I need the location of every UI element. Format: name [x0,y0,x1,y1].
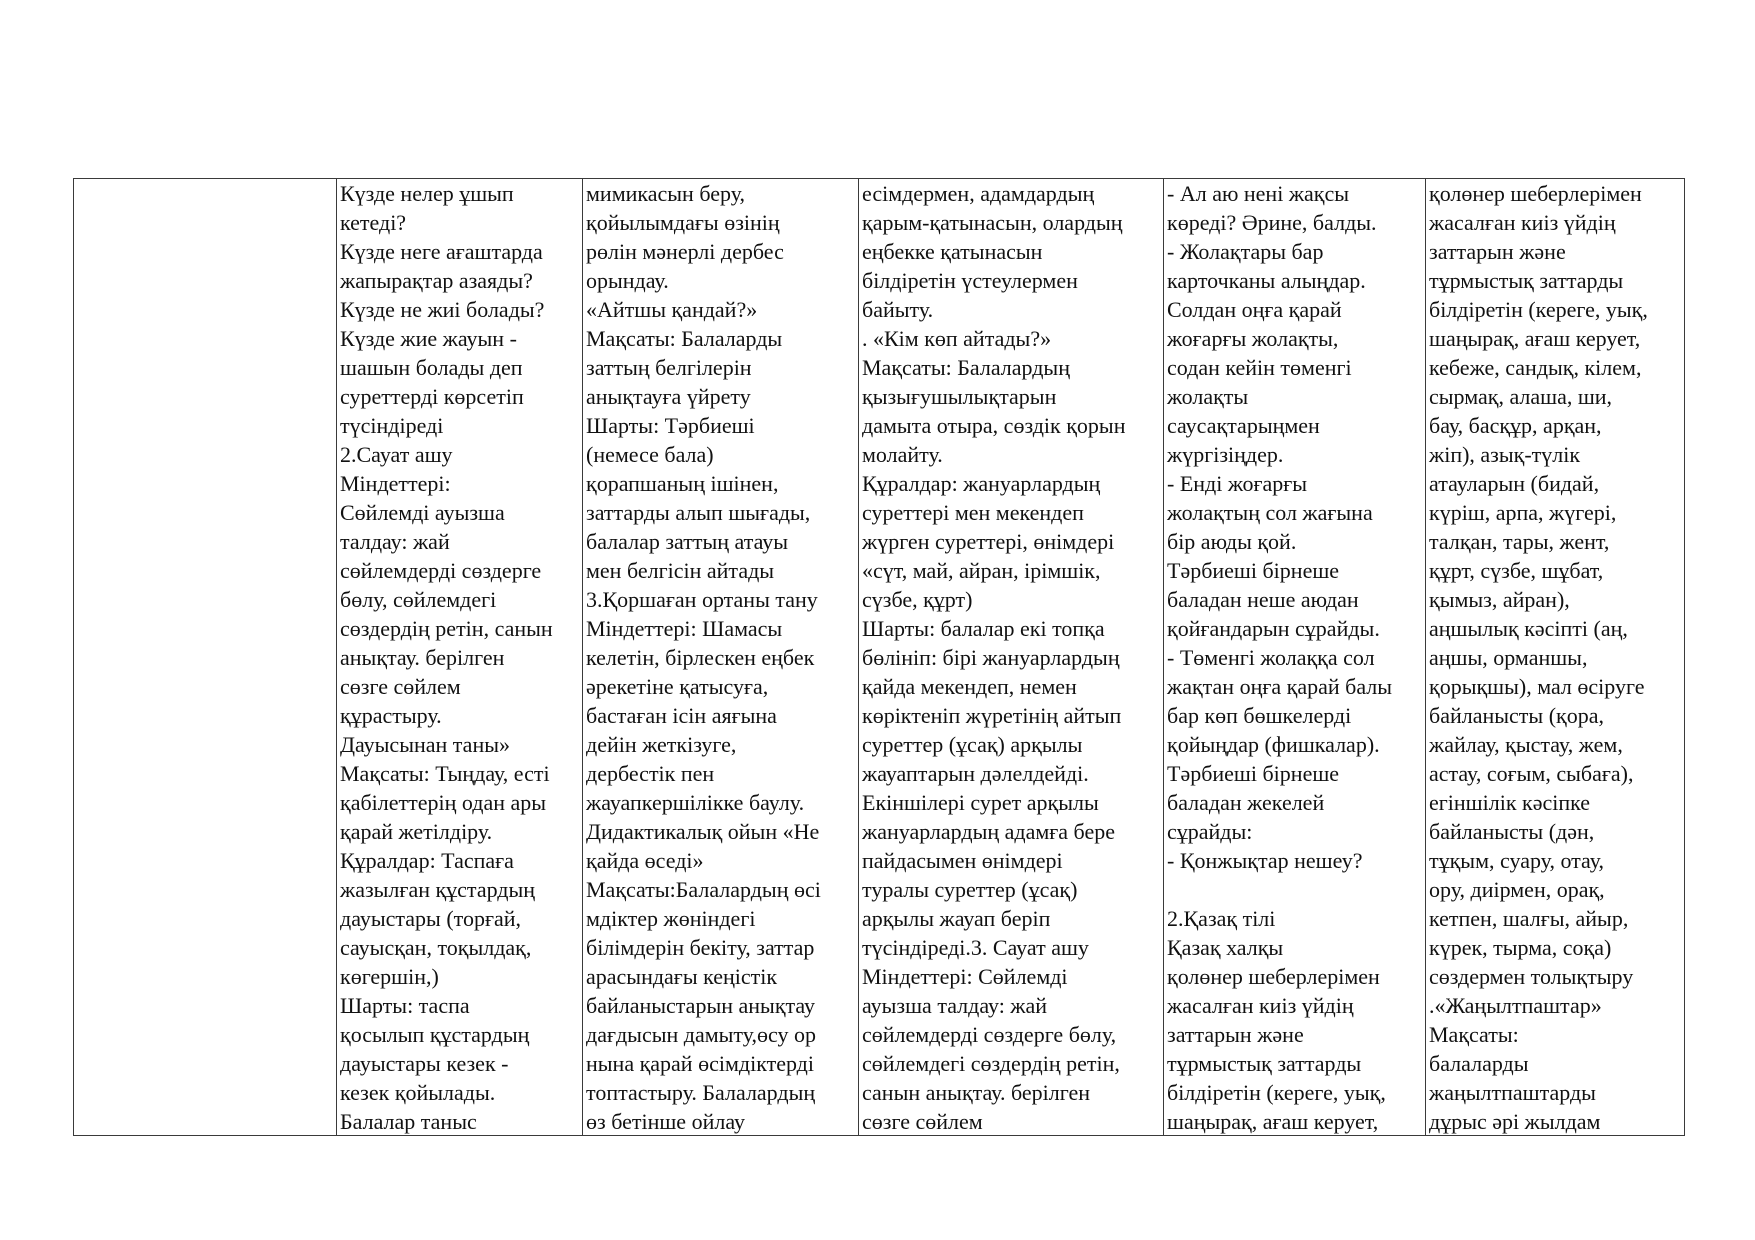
cell-text-line: дауыстары (торғай, [340,906,522,931]
cell-text-line: балаларды [1429,1051,1529,1076]
cell-text-line: көреді? Әрине, балды. [1167,210,1377,235]
cell-text-line: қабілеттерің одан ары [340,790,547,815]
cell-text-line: Міндеттері: [340,471,451,496]
cell-text-line: білдіретін үстеулермен [862,268,1078,293]
cell-text-line: қолөнер шеберлерімен [1429,181,1642,206]
cell-text-line: жайлау, қыстау, жем, [1429,732,1623,757]
table-cell-vocabulary-animals [858,179,1163,1135]
cell-text-line: дағдысын дамыту,өсу ор [586,1022,817,1047]
cell-text [1426,179,1684,1135]
cell-text [337,179,582,1135]
cell-text-line: - Ал аю нені жақсы [1167,181,1350,206]
cell-text-line: Сөйлемді ауызша [340,500,505,525]
cell-text-line: қосылып құстардың [340,1022,530,1047]
cell-text-line: білдіретін (кереге, уық, [1429,297,1648,322]
cell-text-line: Күзде нелер ұшып [340,181,514,206]
cell-text-line: бар көп бөшкелерді [1167,703,1352,728]
cell-text-line: дейін жеткізуге, [586,732,737,757]
cell-text-line: топтастыру. Балалардың [586,1080,816,1105]
cell-text [583,179,858,1135]
cell-text-line: қарым-қатынасын, олардың [862,210,1123,235]
cell-text-line: шашын болады деп [340,355,523,380]
cell-text-line: мдіктер жөніндегі [586,906,756,931]
cell-text-line: астау, соғым, сыбаға), [1429,761,1634,786]
cell-text-line: Мақсаты: Балалардың [862,355,1070,380]
cell-text-line: Күзде жие жауын - [340,326,517,351]
cell-text-line: білдіретін (кереге, уық, [1167,1080,1386,1105]
cell-text-line [1167,875,1424,904]
cell-text-line: егіншілік кәсіпке [1429,790,1591,815]
cell-text-line: .«Жаңылтпаштар» [1429,993,1602,1018]
cell-text-line: атауларын (бидай, [1429,471,1600,496]
cell-text-line: заттарды алып шығады, [586,500,811,525]
cell-text-line: келетін, бірлескен еңбек [586,645,815,670]
cell-text-line: кетпен, шалғы, айыр, [1429,906,1629,931]
cell-text-line: дауыстары кезек - [340,1051,509,1076]
cell-text-line: күріш, арпа, жүгері, [1429,500,1617,525]
cell-text-line: қойылымдағы өзінің [586,210,780,235]
cell-text-line: көгершін,) [340,964,439,989]
cell-text-line: Дидактикалық ойын «Не [586,819,820,844]
cell-text-line: Қазақ халқы [1167,935,1284,960]
cell-text-line: сауысқан, тоқылдақ, [340,935,532,960]
cell-text-line: сөздермен толықтыру [1429,964,1634,989]
cell-text-line: бөлініп: бірі жануарлардың [862,645,1120,670]
cell-text-line: санын анықтау. берілген [862,1080,1090,1105]
cell-text-line: Міндеттері: Шамасы [586,616,783,641]
cell-text-line: дамыта отыра, сөздік қорын [862,413,1126,438]
cell-text-line: тұқым, суару, отау, [1429,848,1605,873]
cell-text-line: көріктеніп жүретінің айтып [862,703,1122,728]
cell-text-line: талқан, тары, жент, [1429,529,1610,554]
cell-text-line: ору, диірмен, орақ, [1429,877,1605,902]
cell-text-line: сөздердің ретін, санын [340,616,553,641]
cell-text-line: жоғарғы жолақты, [1167,326,1339,351]
cell-text-line: Шарты: Тәрбиеші [586,413,755,438]
cell-text-line: жіп), азық-түлік [1429,442,1581,467]
cell-text-line: Шарты: таспа [340,993,470,1018]
cell-text-line: Күзде не жиі болады? [340,297,545,322]
cell-text-line: түсіндіреді [340,413,444,438]
cell-text-line: кезек қойылады. [340,1080,496,1105]
cell-text-line: дұрыс әрі жылдам [1429,1109,1601,1134]
cell-text-line: саусақтарыңмен [1167,413,1320,438]
cell-text-line: Тәрбиеші бірнеше [1167,558,1340,583]
cell-text-line: орындау. [586,268,669,293]
cell-text-line: - Жолақтары бар [1167,239,1324,264]
cell-text-line: бір аюды қой. [1167,529,1297,554]
cell-text-line: кебеже, сандық, кілем, [1429,355,1642,380]
cell-text-line: сөйлемдегі сөздердің ретін, [862,1051,1120,1076]
table-cell-yurt-vocabulary [1425,179,1684,1135]
cell-text-line: суреттер (ұсақ) арқылы [862,732,1083,757]
cell-text-line: есімдермен, адамдардың [862,181,1095,206]
cell-text-line: мимикасын беру, [586,181,746,206]
cell-text-line: әрекетіне қатысуға, [586,674,769,699]
cell-text-line: суреттерді көрсетіп [340,384,524,409]
cell-text-line: қорапшаның ішінен, [586,471,779,496]
cell-text-line: қайда өседі» [586,848,704,873]
cell-text-line: бау, басқұр, арқан, [1429,413,1602,438]
cell-text-line: жапырақтар азаяды? [340,268,533,293]
cell-text-line: арасындағы кеңістік [586,964,778,989]
cell-text-line: қызығушылықтарын [862,384,1057,409]
cell-text-line: сөйлемдерді сөздерге [340,558,542,583]
cell-text-line: бастаған ісін аяғына [586,703,777,728]
cell-text-line: сөзге сөйлем [862,1109,983,1134]
cell-text-line: Мақсаты: Балаларды [586,326,783,351]
cell-text-line: 2.Сауат ашу [340,442,453,467]
cell-text-line: қарай жетілдіру. [340,819,493,844]
cell-text-line: жасалған киіз үйдің [1429,210,1616,235]
cell-text-line: жүргізіңдер. [1167,442,1284,467]
cell-text-line: (немесе бала) [586,442,714,467]
cell-text-line: Мақсаты:Балалардың өсі [586,877,821,902]
cell-text-line: карточканы алыңдар. [1167,268,1366,293]
cell-text-line: Күзде неге ағаштарда [340,239,543,264]
cell-text-line: сырмақ, алаша, ши, [1429,384,1613,409]
cell-text-line: қолөнер шеберлерімен [1167,964,1380,989]
cell-text-line: құрастыру. [340,703,442,728]
cell-text-line: молайту. [862,442,943,467]
cell-text-line: заттарын және [1167,1022,1304,1047]
cell-text-line: 3.Қоршаған ортаны тану [586,587,818,612]
table-cell-counting-kazakh [1163,179,1425,1135]
cell-text-line: аңшылық кәсіпті (аң, [1429,616,1628,641]
cell-text-line: «Айтшы қандай?» [586,297,758,322]
cell-text-line: қымыз, айран), [1429,587,1570,612]
cell-text-line: рөлін мәнерлі дербес [586,239,784,264]
cell-text-line: баладан жекелей [1167,790,1325,815]
cell-text-line: дербестік пен [586,761,715,786]
cell-text-line: туралы суреттер (ұсақ) [862,877,1078,902]
cell-text-line: балалар заттың атауы [586,529,789,554]
cell-text-line: «сүт, май, айран, ірімшік, [862,558,1101,583]
cell-text [1164,179,1425,1135]
cell-text-line: жауаптарын дәлелдейді. [862,761,1089,786]
cell-text-line: мен белгісін айтады [586,558,775,583]
cell-text-line: жазылған құстардың [340,877,536,902]
cell-text-line: Балалар таныс [340,1109,477,1134]
cell-text-line: талдау: жай [340,529,450,554]
cell-text-line: ауызша талдау: жай [862,993,1048,1018]
cell-text-line: сөйлемдерді сөздерге бөлу, [862,1022,1117,1047]
cell-text-line: анықтауға үйрету [586,384,751,409]
cell-text-line: білімдерін бекіту, заттар [586,935,815,960]
cell-text-line: жануарлардың адамға бере [862,819,1115,844]
table-cell-empty [74,179,336,1135]
cell-text-line: еңбекке қатынасын [862,239,1043,264]
cell-text-line: Солдан оңға қарай [1167,297,1342,322]
cell-text-line: жақтан оңға қарай балы [1167,674,1393,699]
lesson-plan-table [73,178,1685,1136]
cell-text-line: сүзбе, құрт) [862,587,973,612]
cell-text-line: пайдасымен өнімдері [862,848,1063,873]
cell-text-line: байыту. [862,297,934,322]
cell-text-line: шаңырақ, ағаш керует, [1167,1109,1379,1134]
cell-text-line: қойғандарын сұрайды. [1167,616,1380,641]
cell-text-line: шаңырақ, ағаш керует, [1429,326,1641,351]
cell-text-line: заттарын және [1429,239,1566,264]
table-cell-games-environment [582,179,858,1135]
cell-text-line: аңшы, орманшы, [1429,645,1588,670]
cell-text-line: сөзге сөйлем [340,674,461,699]
cell-text-line: арқылы жауап беріп [862,906,1051,931]
cell-text-line: жасалған киіз үйдің [1167,993,1354,1018]
cell-text-line: нына қарай өсімдіктерді [586,1051,814,1076]
cell-text-line: жауапкершілікке баулу. [586,790,805,815]
cell-text-line: баладан неше аюдан [1167,587,1359,612]
cell-text-line: жолақтың сол жағына [1167,500,1373,525]
cell-text-line: қайда мекендеп, немен [862,674,1077,699]
cell-text-line: сұрайды: [1167,819,1253,844]
cell-text-line: Мақсаты: Тыңдау, есті [340,761,550,786]
cell-text-line: жаңылтпаштарды [1429,1080,1596,1105]
cell-text-line: тұрмыстық заттарды [1167,1051,1362,1076]
cell-text-line: Міндеттері: Сөйлемді [862,964,1068,989]
cell-text-line: . «Кім көп айтады?» [862,326,1052,351]
cell-text-line: жолақты [1167,384,1249,409]
cell-text-line: құрт, сүзбе, шұбат, [1429,558,1604,583]
cell-text-line: Тәрбиеші бірнеше [1167,761,1340,786]
cell-text-line: анықтау. берілген [340,645,505,670]
cell-text-line: жүрген суреттері, өнімдері [862,529,1115,554]
cell-text-line: түсіндіреді.3. Сауат ашу [862,935,1089,960]
cell-text-line: 2.Қазақ тілі [1167,906,1276,931]
cell-text-line: Құралдар: жануарлардың [862,471,1101,496]
cell-text-line: кетеді? [340,210,407,235]
table-cell-autumn-literacy [336,179,582,1135]
cell-text-line: тұрмыстық заттарды [1429,268,1624,293]
cell-text-line: Дауысынан таны» [340,732,510,757]
cell-text-line: - Төменгі жолаққа сол [1167,645,1375,670]
cell-text [859,179,1163,1135]
cell-text-line: Шарты: балалар екі топқа [862,616,1105,641]
cell-text-line: өз бетінше ойлау [586,1109,745,1134]
cell-text-line: қорықшы), мал өсіруге [1429,674,1645,699]
cell-text-line: байланыстарын анықтау [586,993,816,1018]
cell-text-line: - Енді жоғарғы [1167,471,1308,496]
cell-text-line: содан кейін төменгі [1167,355,1352,380]
cell-text-line: байланысты (қора, [1429,703,1604,728]
cell-text-line: - Қонжықтар нешеу? [1167,848,1363,873]
cell-text-line: Құралдар: Таспаға [340,848,514,873]
cell-text-line: Екіншілері сурет арқылы [862,790,1099,815]
cell-text-line: заттың белгілерін [586,355,752,380]
cell-text-line: суреттері мен мекендеп [862,500,1084,525]
cell-text-line: күрек, тырма, соқа) [1429,935,1612,960]
cell-text-line: байланысты (дән, [1429,819,1595,844]
cell-text-line: бөлу, сөйлемдегі [340,587,497,612]
cell-text-line: Мақсаты: [1429,1022,1519,1047]
cell-text-line: қойыңдар (фишкалар). [1167,732,1380,757]
